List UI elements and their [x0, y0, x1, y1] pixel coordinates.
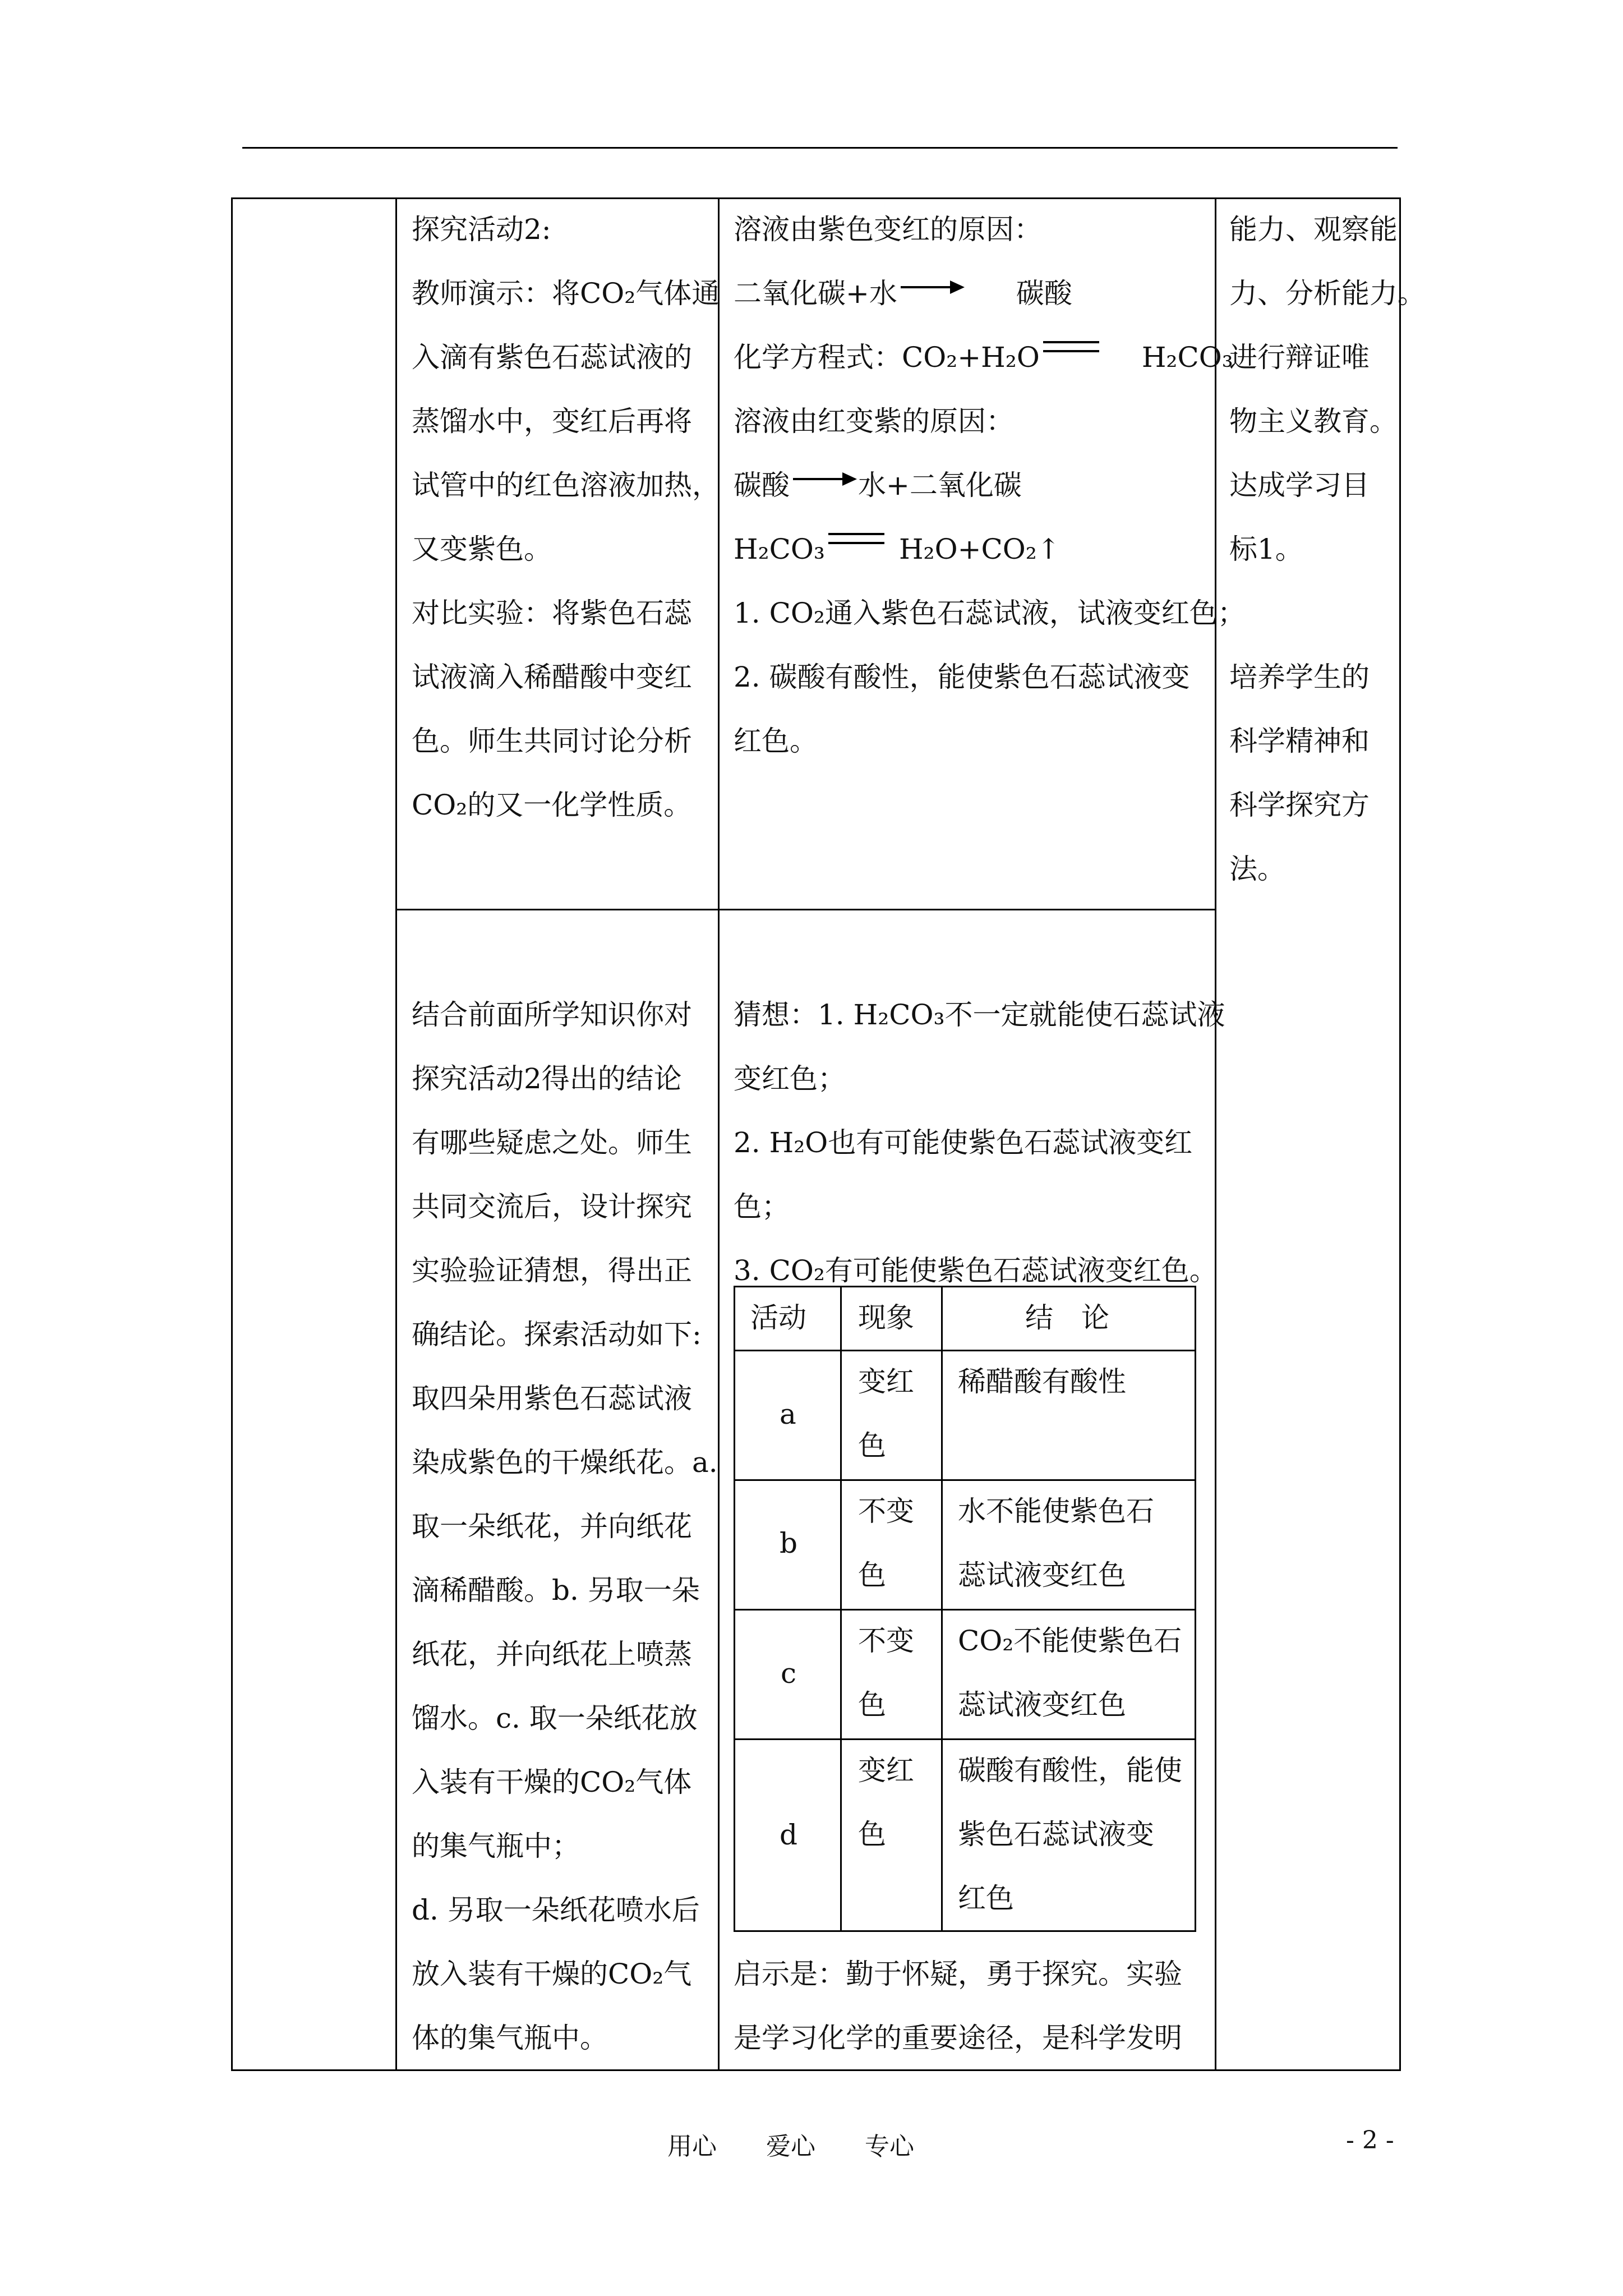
- phenomenon-cell: [858, 1350, 914, 1478]
- equals-sign-icon: [1043, 341, 1099, 352]
- activity-label: c: [781, 1657, 797, 1690]
- text-line: 滴稀醋酸。b. 另取一朵: [412, 1574, 700, 1607]
- phenomenon-cell: [858, 1609, 914, 1737]
- text-line: 有哪些疑虑之处。师生: [412, 1126, 692, 1159]
- conclusion-cell: [958, 1738, 1182, 1930]
- product-text: 水+二氧化碳: [858, 469, 1022, 501]
- text-line: 力、分析能力。: [1229, 277, 1426, 310]
- reactant-text: 碳酸: [734, 469, 790, 501]
- text-line: 稀醋酸有酸性: [958, 1365, 1126, 1398]
- text-line: 碳酸有酸性，能使: [958, 1754, 1182, 1787]
- equation-line: [734, 325, 1233, 389]
- text-line: 科学探究方: [1229, 789, 1370, 821]
- text-line: 科学精神和: [1229, 725, 1370, 757]
- text-line: 色；: [734, 1190, 790, 1223]
- text-line: CO₂不能使紫色石: [958, 1625, 1182, 1657]
- table-border-left: [231, 197, 233, 2071]
- text-line: 体的集气瓶中。: [412, 2022, 608, 2054]
- table-divider-1: [395, 197, 397, 2071]
- text-line: 达成学习目: [1229, 469, 1370, 501]
- text-line: 的集气瓶中；: [412, 1830, 580, 1862]
- activity-label: d: [780, 1819, 798, 1851]
- header-rule: [242, 147, 1398, 149]
- experiment-table: [734, 1286, 1196, 1932]
- product-text: 碳酸: [1016, 277, 1072, 310]
- text-line: 探究活动2得出的结论: [412, 1062, 682, 1095]
- text-line: 试管中的红色溶液加热，: [412, 469, 720, 501]
- hypothesis-block: [734, 983, 1225, 1303]
- text-line: 入装有干燥的CO₂气体: [412, 1766, 692, 1798]
- footer-motto: 用心 爱心 专心: [667, 2132, 914, 2161]
- equation-left: 化学方程式：CO₂+H₂O: [734, 341, 1040, 374]
- text-line: 共同交流后，设计探究: [412, 1190, 692, 1223]
- text-line: 色: [858, 1688, 886, 1721]
- text-line: 溶液由紫色变红的原因：: [734, 213, 1042, 246]
- text-line: 标1。: [1229, 533, 1303, 565]
- text-line: 法。: [1229, 853, 1285, 885]
- row-divider: [395, 909, 1215, 910]
- reactant-text: 二氧化碳+水: [734, 277, 897, 310]
- inner-border-bottom: [734, 1930, 1196, 1932]
- equation-right: H₂CO₃: [1141, 341, 1233, 374]
- text-line: 取四朵用紫色石蕊试液: [412, 1382, 692, 1415]
- activity-label: b: [780, 1527, 798, 1559]
- text-line: 进行辩证唯: [1229, 341, 1370, 374]
- text-line: 馏水。c. 取一朵纸花放: [412, 1702, 698, 1734]
- equals-sign-icon: [828, 533, 884, 544]
- text-line: 蕊试液变红色: [958, 1688, 1126, 1721]
- text-line: 能力、观察能: [1229, 213, 1398, 246]
- text-line: 3. CO₂有可能使紫色石蕊试液变红色。: [734, 1254, 1218, 1287]
- text-line: 色: [858, 1559, 886, 1591]
- text-line: 不变: [858, 1625, 914, 1657]
- objectives-cell: [1229, 197, 1426, 901]
- page-number: - 2 -: [1346, 2126, 1394, 2155]
- text-line: 结合前面所学知识你对: [412, 999, 692, 1031]
- reaction-arrow-icon: [901, 286, 962, 288]
- header-conclusion: 结 论: [1025, 1301, 1109, 1334]
- text-line: 红色: [958, 1882, 1014, 1915]
- table-divider-3: [1215, 197, 1216, 2071]
- text-line: 红色。: [734, 725, 818, 757]
- text-line: 染成紫色的干燥纸花。a.: [412, 1446, 718, 1479]
- row1-activity-cell: [412, 197, 720, 837]
- text-line: 探究活动2:: [412, 213, 551, 246]
- text-line: 色。师生共同讨论分析: [412, 725, 692, 757]
- text-line: 2. 碳酸有酸性，能使紫色石蕊试液变: [734, 661, 1190, 693]
- text-line: 又变紫色。: [412, 533, 552, 565]
- equation-left: H₂CO₃: [734, 533, 825, 565]
- text-line: 教师演示：将CO₂气体通: [412, 277, 720, 310]
- row2-activity-cell: [412, 983, 718, 2070]
- text-line: 溶液由红变紫的原因：: [734, 405, 1014, 438]
- text-line: 纸花，并向纸花上喷蒸: [412, 1638, 692, 1671]
- phenomenon-cell: [858, 1738, 914, 1866]
- text-line: [1229, 581, 1398, 645]
- header-phenomenon: 现象: [858, 1301, 914, 1334]
- text-line: 是学习化学的重要途径，是科学发明: [734, 2022, 1182, 2054]
- text-line: 猜想：1. H₂CO₃不一定就能使石蕊试液: [734, 999, 1225, 1031]
- conclusion-cell: [958, 1479, 1154, 1607]
- activity-label: a: [780, 1398, 796, 1430]
- text-line: 试液滴入稀醋酸中变红: [412, 661, 692, 693]
- text-line: 色: [858, 1818, 886, 1851]
- text-line: 蕊试液变红色: [958, 1559, 1126, 1591]
- text-line: 实验验证猜想，得出正: [412, 1254, 692, 1287]
- text-line: 色: [858, 1429, 886, 1462]
- text-line: 物主义教育。: [1229, 405, 1398, 438]
- text-line: 2. H₂O也有可能使紫色石蕊试液变红: [734, 1126, 1193, 1159]
- row1-explanation-cell: [734, 197, 1246, 773]
- text-line: 对比实验：将紫色石蕊: [412, 597, 692, 629]
- text-line: 不变: [858, 1495, 914, 1527]
- header-activity: 活动: [750, 1301, 806, 1334]
- text-line: 启示是：勤于怀疑，勇于探究。实验: [734, 1958, 1182, 1990]
- text-line: 1. CO₂通入紫色石蕊试液，试液变红色；: [734, 597, 1246, 629]
- conclusion-cell: [958, 1350, 1126, 1414]
- reaction-arrow-icon: [793, 478, 855, 480]
- equation-line: [734, 261, 1210, 325]
- phenomenon-cell: [858, 1479, 914, 1607]
- table-border-right: [1399, 197, 1401, 2071]
- text-line: 紫色石蕊试液变: [958, 1818, 1154, 1851]
- text-line: 变红色；: [734, 1062, 846, 1095]
- text-line: CO₂的又一化学性质。: [412, 789, 692, 821]
- text-line: 放入装有干燥的CO₂气: [412, 1958, 692, 1990]
- text-line: 变红: [858, 1754, 914, 1787]
- text-line: d. 另取一朵纸花喷水后: [412, 1894, 700, 1926]
- equation-right: H₂O+CO₂↑: [898, 533, 1061, 565]
- text-line: 水不能使紫色石: [958, 1495, 1154, 1527]
- text-line: 入滴有紫色石蕊试液的: [412, 341, 692, 374]
- text-line: 蒸馏水中，变红后再将: [412, 405, 692, 438]
- text-line: 变红: [858, 1365, 914, 1398]
- equation-line: [734, 517, 1210, 581]
- text-line: 确结论。探索活动如下:: [412, 1318, 702, 1351]
- conclusion-cell: [958, 1609, 1182, 1737]
- insight-block: [734, 1942, 1210, 2070]
- text-line: 取一朵纸花，并向纸花: [412, 1510, 692, 1543]
- equation-line: [734, 453, 1210, 517]
- text-line: 培养学生的: [1229, 661, 1370, 693]
